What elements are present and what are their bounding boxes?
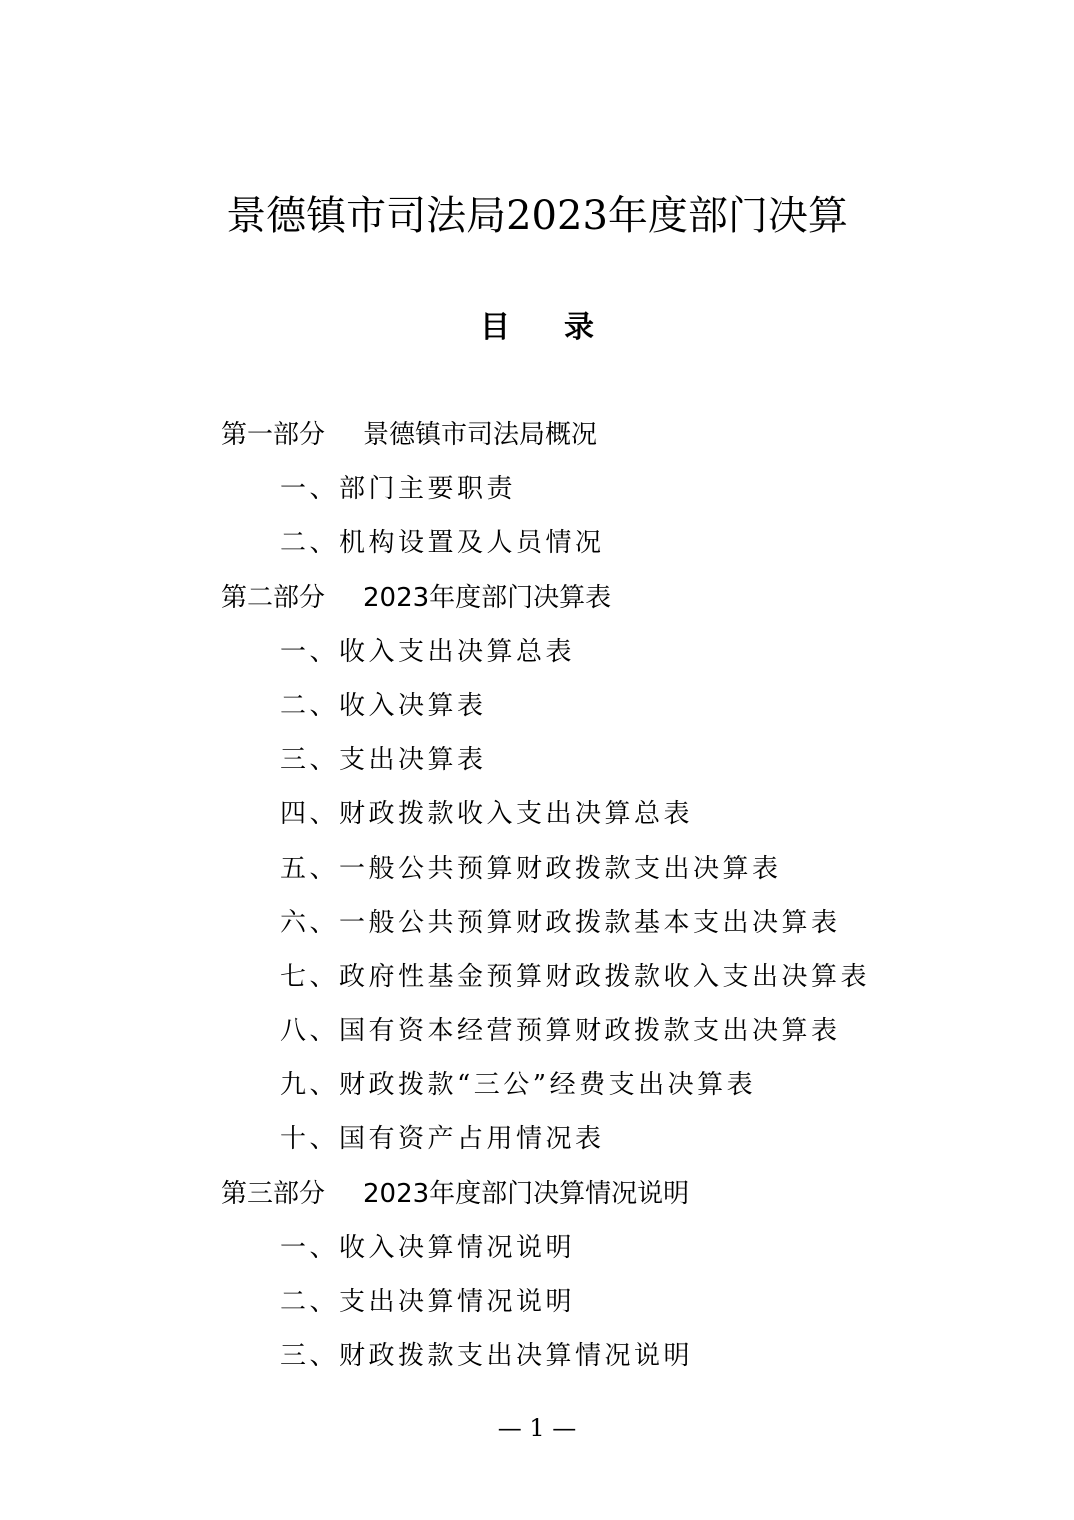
table-of-contents [0,408,1074,1383]
toc-part-label: 第一部分 [221,420,326,450]
toc-item[interactable]: 一、部门主要职责 [280,474,517,505]
toc-item[interactable]: 四、财政拨款收入支出决算总表 [280,799,694,830]
toc-item[interactable]: 七、政府性基金预算财政拨款收入支出决算表 [280,961,871,992]
toc-item[interactable]: 三、支出决算表 [280,745,487,776]
toc-part-title: 2023年度部门决算情况说明 [363,1178,690,1209]
toc-item[interactable]: 二、机构设置及人员情况 [280,528,605,559]
toc-item[interactable]: 三、财政拨款支出决算情况说明 [280,1341,694,1372]
document-title: 景德镇市司法局2023年度部门决算 [226,193,848,239]
toc-item[interactable]: 九、财政拨款“三公”经费支出决算表 [280,1070,757,1101]
toc-item[interactable]: 一、收入决算情况说明 [280,1232,576,1263]
toc-part-label: 第三部分 [221,1178,326,1209]
toc-part-label: 第二部分 [221,582,326,613]
toc-item[interactable]: 二、收入决算表 [280,690,487,721]
toc-part-1[interactable] [0,408,1074,462]
toc-part-title: 2023年度部门决算表 [363,582,612,613]
page-number: — 1 — [497,1414,577,1442]
toc-item[interactable]: 二、支出决算情况说明 [280,1287,576,1317]
toc-part-3[interactable] [0,1167,1074,1221]
toc-item[interactable]: 八、国有资本经营预算财政拨款支出决算表 [280,1016,841,1047]
toc-part-2[interactable] [0,571,1074,625]
toc-heading: 目录 [480,310,648,345]
toc-item[interactable]: 十、国有资产占用情况表 [280,1124,605,1155]
toc-part-title: 景德镇市司法局概况 [363,420,598,450]
toc-item[interactable]: 六、一般公共预算财政拨款基本支出决算表 [280,907,841,938]
toc-item[interactable]: 五、一般公共预算财政拨款支出决算表 [280,853,782,884]
toc-item[interactable]: 一、收入支出决算总表 [280,636,576,667]
